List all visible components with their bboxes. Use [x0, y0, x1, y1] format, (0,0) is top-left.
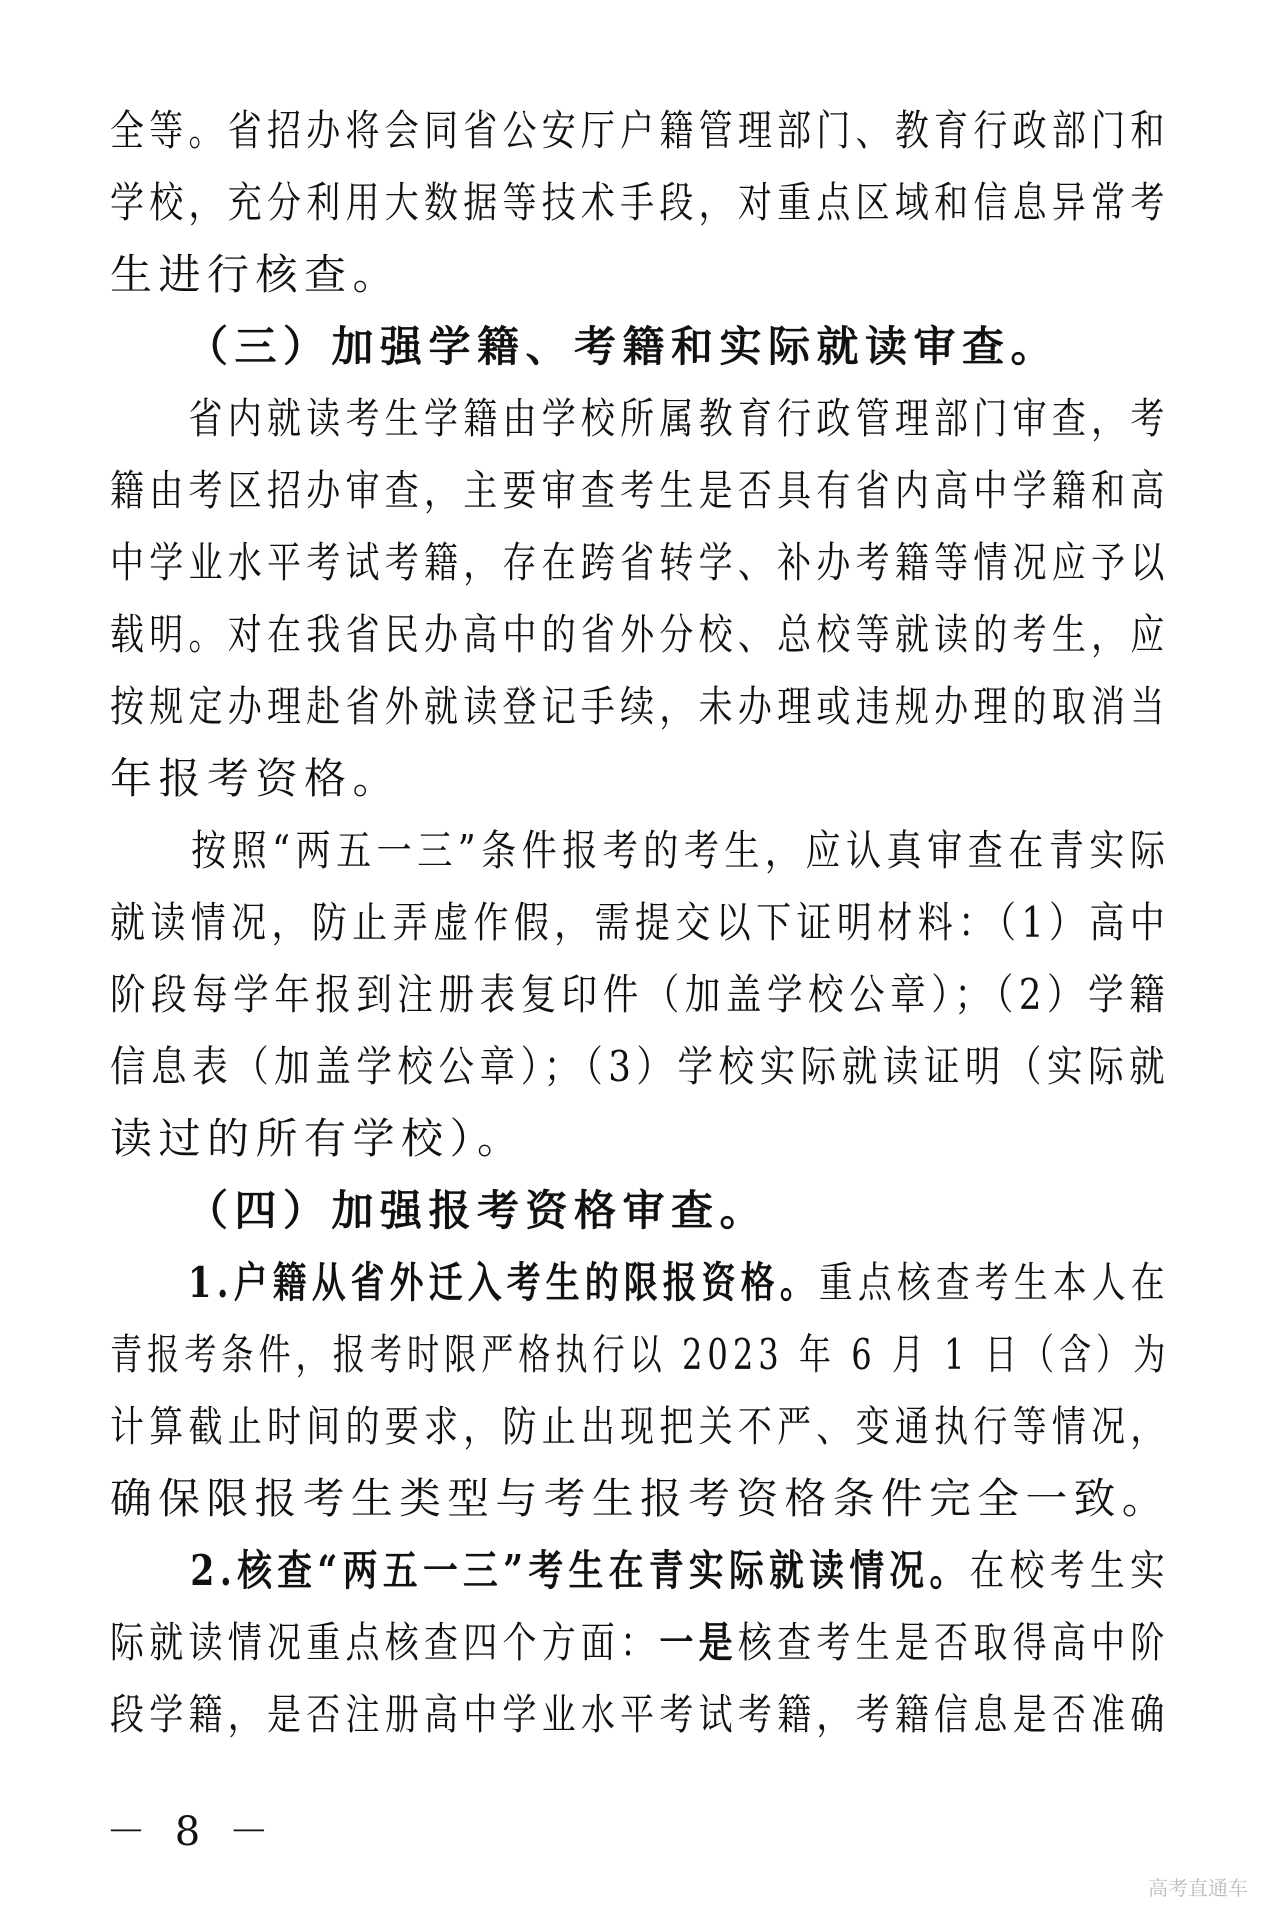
body-line: 1.户籍从省外迁入考生的限报资格。重点核查考生本人在 — [110, 1258, 1170, 1307]
body-line: 籍由考区招办审查，主要审查考生是否具有省内高中学籍和高 — [110, 466, 1170, 515]
body-line: 确保限报考生类型与考生报考资格条件完全一致。 — [110, 1474, 1171, 1523]
section-heading-3: （三）加强学籍、考籍和实际就读审查。 — [110, 322, 1060, 371]
body-line: 读过的所有学校）。 — [110, 1114, 526, 1163]
body-line: 青报考条件，报考时限严格执行以 2023 年 6 月 1 日（含）为 — [110, 1330, 1171, 1379]
item-heading-1: 1.户籍从省外迁入考生的限报资格。 — [110, 1258, 819, 1307]
body-line: 年报考资格。 — [110, 754, 402, 803]
body-line: 信息表（加盖学校公章）；（3）学校实际就读证明（实际就 — [110, 1042, 1171, 1091]
body-line: 载明。对在我省民办高中的省外分校、总校等就读的考生，应 — [110, 610, 1170, 659]
emphasis-first: 一是 — [659, 1618, 738, 1667]
body-line: 全等。省招办将会同省公安厅户籍管理部门、教育行政部门和 — [110, 106, 1170, 155]
body-line: 计算截止时间的要求，防止出现把关不严、变通执行等情况， — [110, 1402, 1170, 1451]
body-line: 按规定办理赴省外就读登记手续，未办理或违规办理的取消当 — [110, 682, 1170, 731]
body-line: 生进行核查。 — [110, 250, 402, 299]
body-line: 段学籍，是否注册高中学业水平考试考籍，考籍信息是否准确 — [110, 1690, 1170, 1739]
body-line: 就读情况，防止弄虚作假，需提交以下证明材料：（1）高中 — [110, 898, 1171, 947]
body-line: 阶段每学年报到注册表复印件（加盖学校公章）；（2）学籍 — [110, 970, 1171, 1019]
body-line: 中学业水平考试考籍，存在跨省转学、补办考籍等情况应予以 — [110, 538, 1170, 587]
body-line: 按照“两五一三”条件报考的考生，应认真审查在青实际 — [110, 826, 1171, 875]
item-heading-2: 2.核查“两五一三”考生在青实际就读情况。 — [110, 1546, 970, 1595]
body-line: 2.核查“两五一三”考生在青实际就读情况。在校考生实 — [110, 1546, 1171, 1595]
body-line: 学校，充分利用大数据等技术手段，对重点区域和信息异常考 — [110, 178, 1170, 227]
body-line: 省内就读考生学籍由学校所属教育行政管理部门审查，考 — [110, 394, 1170, 443]
watermark-text: 高考直通车 — [1148, 1876, 1248, 1900]
section-heading-4: （四）加强报考资格审查。 — [110, 1186, 769, 1235]
body-line: 际就读情况重点核查四个方面：一是核查考生是否取得高中阶 — [110, 1618, 1170, 1667]
page-number: － 8 － — [106, 1809, 277, 1855]
